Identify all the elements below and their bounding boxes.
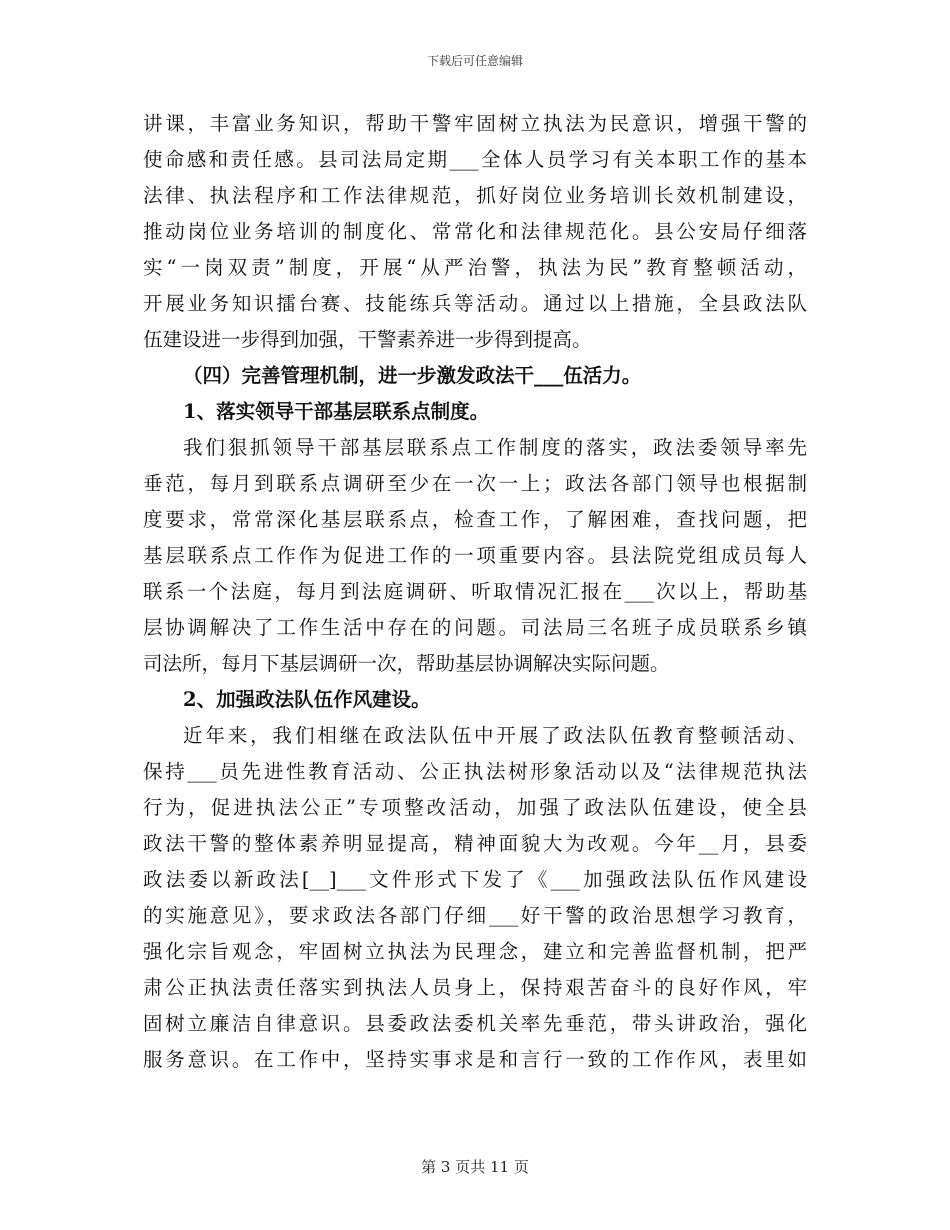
- body-line: 我们狠抓领导干部基层联系点工作制度的落实，政法委领导率先: [183, 436, 807, 459]
- page-header: 下载后可任意编辑: [426, 54, 523, 68]
- body-line: 服务意识。在工作中，坚持实事求是和言行一致的工作作风，表里如: [143, 1048, 807, 1071]
- body-line: 政法干警的整体素养明显提高，精神面貌大为改观。今年__月，县委: [143, 832, 807, 855]
- body-line: 层协调解决了工作生活中存在的问题。司法局三名班子成员联系乡镇: [143, 616, 807, 639]
- body-line: 政法委以新政法[__]___文件形式下发了《___加强政法队伍作风建设: [143, 868, 807, 891]
- section-heading: （四）完善管理机制，进一步激发政法干___伍活力。: [183, 364, 642, 387]
- body-line: 实“一岗双责”制度，开展“从严治警，执法为民”教育整顿活动，: [143, 256, 807, 279]
- body-line: 的实施意见》，要求政法各部门仔细___好干警的政治思想学习教育，: [143, 904, 807, 927]
- body-line: 度要求，常常深化基层联系点，检查工作，了解困难，查找问题，把: [143, 508, 807, 531]
- body-line: 固树立廉洁自律意识。县委政法委机关率先垂范，带头讲政治，强化: [143, 1012, 807, 1035]
- body-line: 行为，促进执法公正”专项整改活动，加强了政法队伍建设，使全县: [143, 796, 807, 819]
- body-line: 强化宗旨观念，牢固树立执法为民理念，建立和完善监督机制，把严: [143, 940, 807, 963]
- body-line: 垂范，每月到联系点调研至少在一次一上；政法各部门领导也根据制: [143, 472, 807, 495]
- body-line: 法律、执法程序和工作法律规范，抓好岗位业务培训长效机制建设，: [143, 184, 807, 207]
- body-line: 使命感和责任感。县司法局定期___全体人员学习有关本职工作的基本: [143, 148, 807, 171]
- body-line: 联系一个法庭，每月到法庭调研、听取情况汇报在___次以上，帮助基: [143, 580, 807, 603]
- page-footer: 第 3 页共 11 页: [421, 1158, 529, 1176]
- body-line: 基层联系点工作作为促进工作的一项重要内容。县法院党组成员每人: [143, 544, 807, 567]
- body-line: 肃公正执法责任落实到执法人员身上，保持艰苦奋斗的良好作风，牢: [143, 976, 807, 999]
- subsection-heading: 1、落实领导干部基层联系点制度。: [183, 400, 490, 423]
- body-line: 讲课，丰富业务知识，帮助干警牢固树立执法为民意识，增强干警的: [143, 112, 807, 135]
- body-line: 近年来，我们相继在政法队伍中开展了政法队伍教育整顿活动、: [183, 724, 807, 747]
- document-body: [143, 106, 807, 1078]
- body-line: 保持___员先进性教育活动、公正执法树形象活动以及“法律规范执法: [143, 760, 807, 783]
- body-line: 开展业务知识擂台赛、技能练兵等活动。通过以上措施，全县政法队: [143, 292, 807, 315]
- body-line: 伍建设进一步得到加强，干警素养进一步得到提高。: [143, 328, 592, 351]
- subsection-heading: 2、加强政法队伍作风建设。: [183, 688, 431, 711]
- body-line: 推动岗位业务培训的制度化、常常化和法律规范化。县公安局仔细落: [143, 220, 807, 243]
- body-line: 司法所，每月下基层调研一次，帮助基层协调解决实际问题。: [143, 652, 670, 675]
